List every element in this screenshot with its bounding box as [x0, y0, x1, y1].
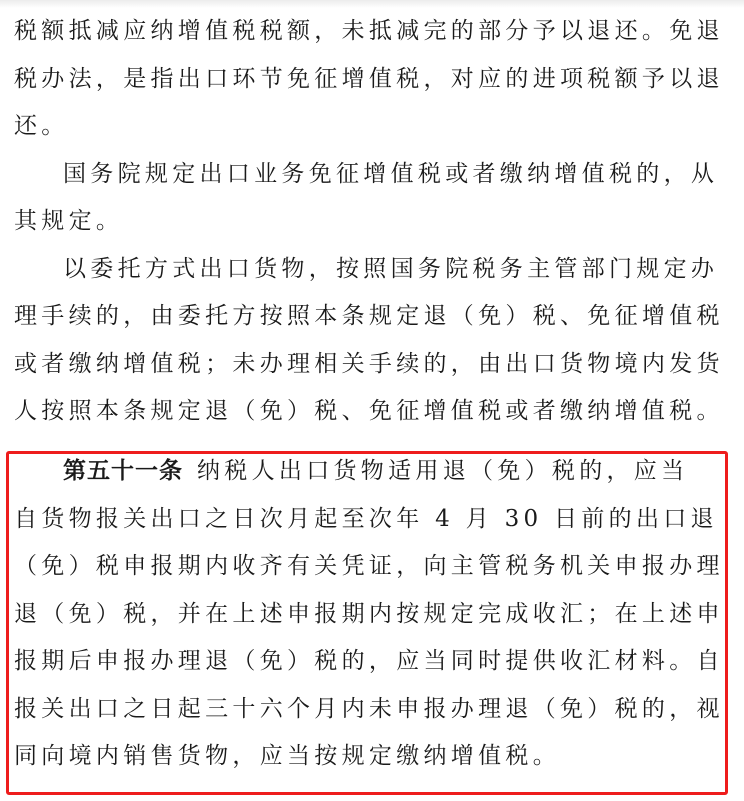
text-line: 报关出口之日起三十六个月内未申报办理退（免）税的，视 [14, 695, 724, 722]
text-line: 税额抵减应纳增值税税额，未抵减完的部分予以退还。免退 [14, 18, 724, 44]
paragraph-state-council-rule [14, 151, 719, 246]
text-line: 其规定。 [14, 208, 124, 234]
text-line: 还。 [14, 113, 69, 139]
text-line: 理手续的，由委托方按照本条规定退（免）税、免征增值税 [14, 303, 724, 329]
text-line: 税办法，是指出口环节免征增值税，对应的进项税额予以退 [14, 65, 724, 92]
paragraph-entrusted-export [14, 246, 724, 436]
text-line: 退（免）税，并在上述申报期内按规定完成收汇；在上述申 [14, 600, 724, 627]
document-body [14, 8, 724, 436]
article-51 [14, 448, 724, 781]
text-line: 以委托方式出口货物，按照国务院税务主管部门规定办 [63, 255, 719, 282]
article-label: 第五十一条 [63, 458, 183, 484]
text-line: 自货物报关出口之日次月起至次年 4 月 30 日前的出口退 [14, 505, 718, 532]
paragraph-exemption-refund [14, 8, 724, 151]
text-line: 或者缴纳增值税；未办理相关手续的，由出口货物境内发货 [14, 350, 724, 377]
article-first-line-text: 纳税人出口货物适用退（免）税的，应当 [197, 458, 689, 484]
page-top-shadow [0, 0, 744, 8]
text-line: 人按照本条规定退（免）税、免征增值税或者缴纳增值税。 [14, 398, 724, 424]
text-line: （免）税申报期内收齐有关凭证，向主管税务机关申报办理 [14, 553, 724, 579]
text-line: 报期后申报办理退（免）税的，应当同时提供收汇材料。自 [14, 648, 724, 674]
text-line: 同向境内销售货物，应当按规定缴纳增值税。 [14, 743, 560, 769]
text-line: 国务院规定出口业务免征增值税或者缴纳增值税的，从 [63, 160, 719, 187]
article-first-line [14, 448, 714, 496]
